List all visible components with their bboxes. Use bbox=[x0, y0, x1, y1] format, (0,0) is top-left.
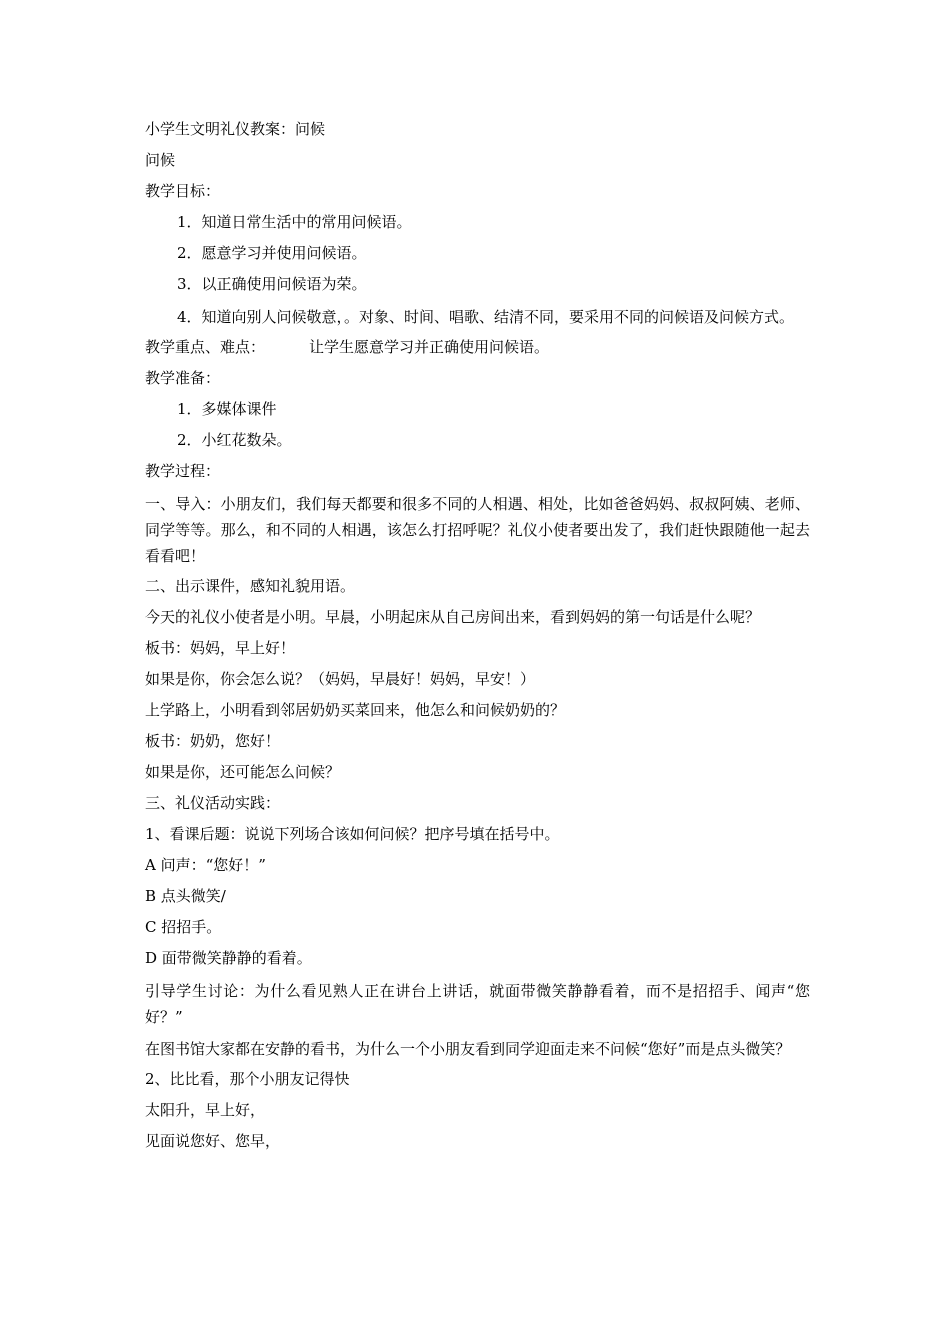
lesson-topic: 问候 bbox=[145, 151, 176, 169]
goals-heading: 教学目标： bbox=[145, 182, 221, 200]
document-title: 小学生文明礼仪教案：问候 bbox=[145, 120, 326, 138]
blackboard-text: 板书：奶奶，您好！ bbox=[145, 732, 281, 750]
key-points-line bbox=[145, 336, 810, 358]
section-two-text: 今天的礼仪小使者是小明。早晨，小明起床从自己房间出来，看到妈妈的第一句话是什么呢？ bbox=[145, 608, 761, 626]
option-d: D 面带微笑静静的看着。 bbox=[145, 949, 312, 967]
key-points-text: 让学生愿意学习并正确使用问候语。 bbox=[309, 338, 550, 356]
option-b: B 点头微笑/ bbox=[145, 887, 226, 905]
discussion-paragraph: 引导学生讨论：为什么看见熟人正在讲台上讲话，就面带微笑静静看着，而不是招招手、闻声“您好？” bbox=[145, 982, 810, 1026]
option-c: C 招招手。 bbox=[145, 918, 222, 936]
rhyme-line: 太阳升，早上好， bbox=[145, 1101, 266, 1119]
intro-paragraph: 一、导入：小朋友们，我们每天都要和很多不同的人相遇、相处，比如爸爸妈妈、叔叔阿姨、老师、同学等等。那么，和不同的人相遇，该怎么打招呼呢？礼仪小使者要出发了，我们赶快跟随他一起去看看吧！ bbox=[145, 495, 810, 565]
goal-item: 4．知道向别人问候敬意，。对象、时间、唱歌、结清不同，要采用不同的问候语及问候方式。 bbox=[177, 308, 795, 326]
process-heading: 教学过程： bbox=[145, 462, 221, 480]
discussion-paragraph: 在图书馆大家都在安静的看书，为什么一个小朋友看到同学迎面走来不问候“您好”而是点头微笑？ bbox=[145, 1040, 791, 1058]
key-points-label: 教学重点、难点： bbox=[145, 338, 266, 356]
prep-heading: 教学准备： bbox=[145, 369, 221, 387]
section-two-heading: 二、出示课件，感知礼貌用语。 bbox=[145, 577, 356, 595]
section-two-text: 上学路上，小明看到邻居奶奶买菜回来，他怎么和问候奶奶的？ bbox=[145, 701, 566, 719]
exercise-question: 1、看课后题：说说下列场合该如何问候？把序号填在括号中。 bbox=[145, 825, 560, 843]
rhyme-line: 见面说您好、您早， bbox=[145, 1132, 281, 1150]
prep-item: 1．多媒体课件 bbox=[177, 400, 277, 418]
prep-item: 2．小红花数朵。 bbox=[177, 431, 292, 449]
blackboard-text: 板书：妈妈，早上好！ bbox=[145, 639, 296, 657]
goal-item: 1．知道日常生活中的常用问候语。 bbox=[177, 213, 412, 231]
section-two-text: 如果是你，还可能怎么问候？ bbox=[145, 763, 341, 781]
section-three-heading: 三、礼仪活动实践： bbox=[145, 794, 281, 812]
goal-item: 3．以正确使用问候语为荣。 bbox=[177, 275, 367, 293]
section-two-text: 如果是你，你会怎么说？（妈妈，早晨好！妈妈，早安！） bbox=[145, 670, 536, 688]
exercise-question: 2、比比看，那个小朋友记得快 bbox=[145, 1070, 350, 1088]
document-body bbox=[145, 118, 810, 1161]
option-a: A 问声：“您好！” bbox=[145, 856, 266, 874]
goal-item: 2．愿意学习并使用问候语。 bbox=[177, 244, 367, 262]
